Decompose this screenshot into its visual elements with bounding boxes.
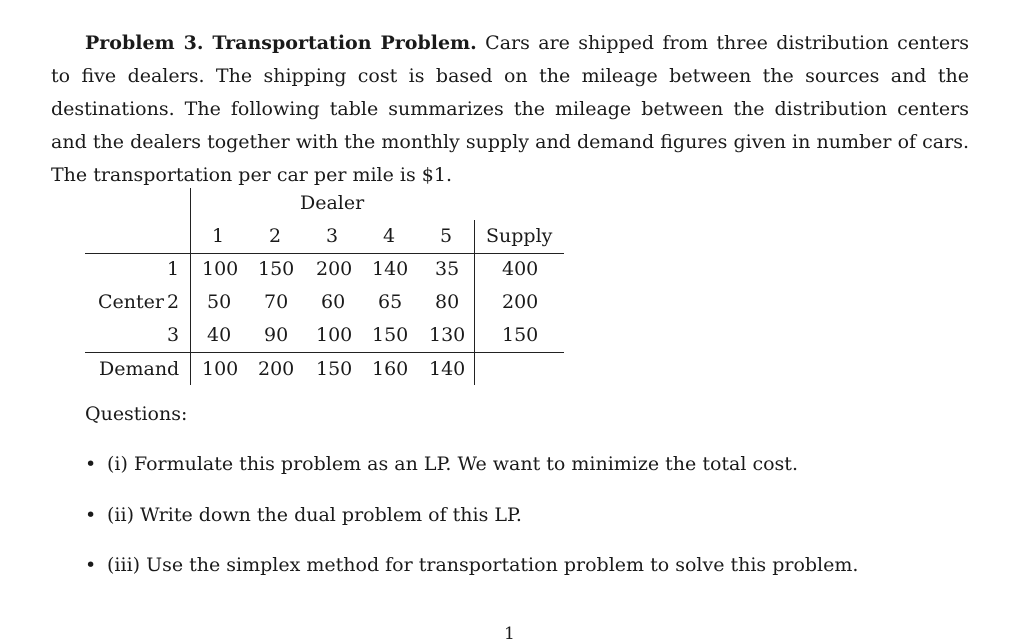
supply-header: Supply — [486, 225, 553, 247]
demand-cell: 160 — [372, 358, 409, 380]
dealer-col-2: 2 — [269, 225, 282, 247]
table-cell: 70 — [264, 291, 289, 313]
table-cell: 200 — [316, 258, 353, 280]
list-item — [85, 499, 858, 550]
table-cell: 100 — [202, 258, 239, 280]
table-cell: 100 — [316, 324, 353, 346]
table-cell: 65 — [378, 291, 403, 313]
center-row-1: 1 — [167, 258, 180, 280]
demand-cell: 140 — [429, 358, 466, 380]
supply-cell: 200 — [502, 291, 539, 313]
demand-cell: 200 — [258, 358, 295, 380]
demand-label: Demand — [99, 358, 180, 380]
table-cell: 90 — [264, 324, 289, 346]
problem-text: Cars are shipped from three distribution centers to five dealers. The shipping cost is based on the mileage between the sources and the destinations. The following table summarizes the mileage between the distribution centers and the dealers together with the monthly supply and demand figures given in number of cars. The transportation per car per mile is $1. — [51, 32, 970, 186]
table-cell: 40 — [207, 324, 232, 346]
question-text: (ii) Write down the dual problem of this LP. — [107, 503, 522, 526]
table-cell: 140 — [372, 258, 409, 280]
bullet-icon: • — [85, 554, 97, 576]
problem-paragraph — [51, 27, 969, 192]
list-item — [85, 549, 858, 600]
bullet-icon: • — [85, 503, 97, 526]
dealer-header: Dealer — [300, 192, 365, 214]
page-number: 1 — [504, 624, 515, 644]
dealer-col-5: 5 — [440, 225, 453, 247]
table-divider-horizontal — [85, 253, 564, 254]
table-cell: 150 — [258, 258, 295, 280]
dealer-col-3: 3 — [326, 225, 339, 247]
table-divider-horizontal — [85, 352, 564, 353]
list-item — [85, 448, 858, 499]
table-cell: 50 — [207, 291, 232, 313]
questions-heading: Questions: — [85, 403, 188, 425]
question-text: (i) Formulate this problem as an LP. We want to minimize the total cost. — [107, 453, 798, 475]
table-cell: 35 — [435, 258, 460, 280]
demand-cell: 100 — [202, 358, 239, 380]
table-cell: 80 — [435, 291, 460, 313]
table-cell: 60 — [321, 291, 346, 313]
table-divider-vertical — [474, 220, 475, 385]
supply-cell: 400 — [502, 258, 539, 280]
demand-cell: 150 — [316, 358, 353, 380]
questions-list — [85, 448, 858, 600]
dealer-col-4: 4 — [383, 225, 396, 247]
center-label: Center — [98, 291, 164, 313]
supply-cell: 150 — [502, 324, 539, 346]
table-divider-vertical — [190, 188, 191, 385]
center-row-2: 2 — [167, 291, 180, 313]
center-row-3: 3 — [167, 324, 180, 346]
table-cell: 130 — [429, 324, 466, 346]
bullet-icon: • — [85, 453, 97, 475]
dealer-col-1: 1 — [212, 225, 225, 247]
problem-heading: Problem 3. Transportation Problem. — [85, 32, 477, 54]
question-text: (iii) Use the simplex method for transportation problem to solve this problem. — [107, 554, 859, 576]
table-cell: 150 — [372, 324, 409, 346]
